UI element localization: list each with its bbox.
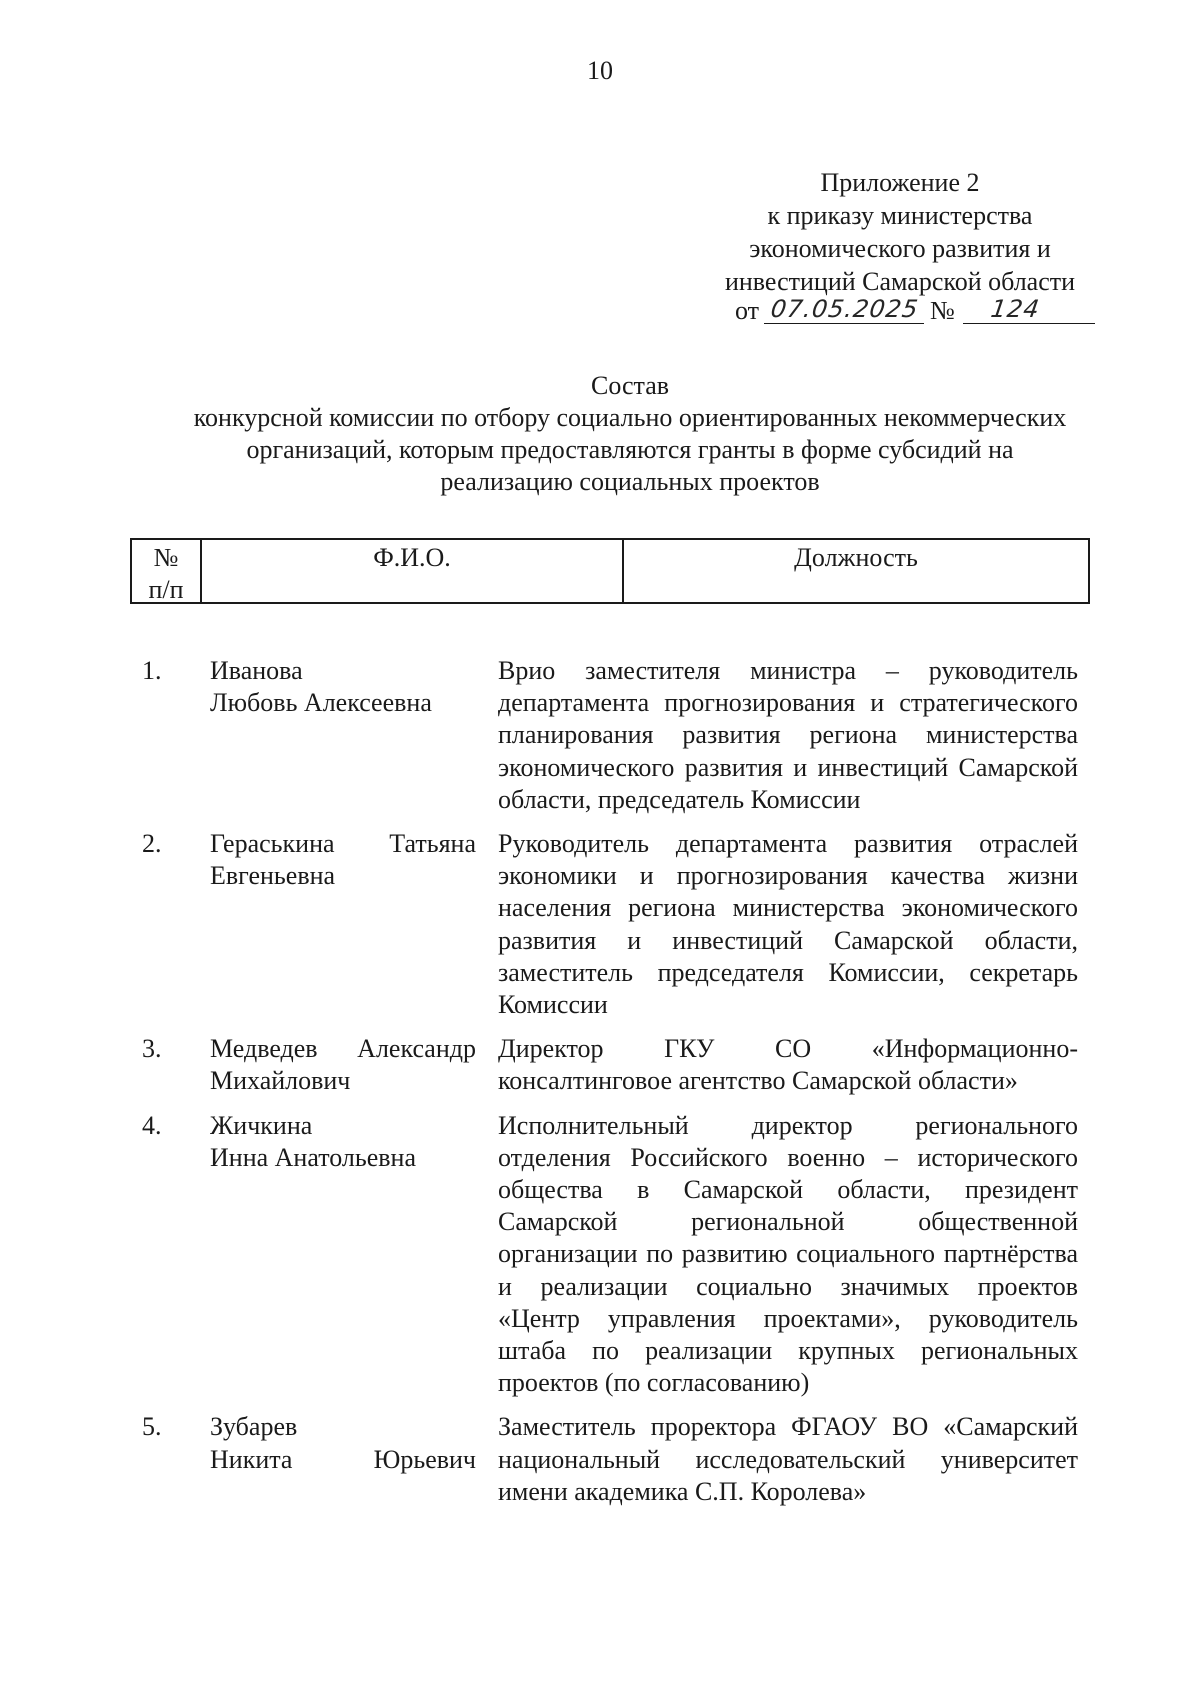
member-row xyxy=(0,655,1200,816)
member-number: 5. xyxy=(142,1412,162,1442)
member-name xyxy=(210,828,476,892)
member-name-line: Иванова xyxy=(210,656,303,685)
header-number-line: п/п xyxy=(148,575,184,604)
member-row xyxy=(0,1411,1200,1508)
appendix-line: Приложение 2 xyxy=(820,168,980,197)
member-name-line: Жичкина xyxy=(210,1110,313,1140)
member-name-line: Любовь Алексеевна xyxy=(210,688,432,718)
member-position: Руководитель департамента развития отраслей экономики и прогнозирования качества жизни населения региона министерства экономического развития и инвестиций Самарской области, заместитель председателя Комиссии, секретарь Комиссии xyxy=(498,829,1078,1020)
members-list xyxy=(0,655,1200,1520)
header-cell-number xyxy=(132,540,202,602)
table-header xyxy=(130,538,1090,604)
member-number: 1. xyxy=(142,656,162,685)
member-position: Исполнительный директор регионального отделения Российского военно – исторического общества в Самарской области, президент Самарской региональной общественной организации по развитию социального партнёрства и реализации социально значимых проектов «Центр управления проектами», руководитель штаба по реализации крупных региональных проектов (по согласованию) xyxy=(498,1110,1078,1398)
member-number: 3. xyxy=(142,1034,162,1064)
appendix-block xyxy=(690,166,1110,298)
appendix-line: инвестиций Самарской области xyxy=(724,267,1076,296)
handwritten-number: 124 xyxy=(989,295,1042,323)
heading-line: реализацию социальных проектов xyxy=(440,467,820,496)
member-row xyxy=(0,1110,1200,1400)
member-name-line: Евгеньевна xyxy=(210,861,336,891)
member-name xyxy=(210,655,476,719)
number-underline xyxy=(963,323,1095,324)
heading-title: Состав xyxy=(590,371,670,400)
document-heading xyxy=(130,370,1130,498)
member-name-line: Гераськина Татьяна xyxy=(210,829,476,859)
header-number-line: № xyxy=(153,543,179,572)
from-label: от xyxy=(735,296,760,325)
number-label: № xyxy=(930,296,955,325)
member-position: Заместитель проректора ФГАОУ ВО «Самарский национальный исследовательский университет имени академика С.П. Королева» xyxy=(498,1412,1078,1506)
member-name xyxy=(210,1033,476,1097)
member-name-line: Медведев Александр xyxy=(210,1034,476,1064)
member-name xyxy=(210,1110,476,1174)
member-row xyxy=(0,828,1200,1021)
member-number: 2. xyxy=(142,829,162,859)
member-name-line: Никита Юрьевич xyxy=(210,1444,476,1474)
member-row xyxy=(0,1033,1200,1097)
heading-line: организаций, которым предоставляются гранты в форме субсидий на xyxy=(246,435,1014,464)
order-reference xyxy=(735,296,1095,330)
member-name-line: Михайлович xyxy=(210,1066,351,1096)
appendix-line: экономического развития и xyxy=(749,234,1051,263)
member-position: Врио заместителя министра – руководитель департамента прогнозирования и стратегического планирования развития региона министерства экономического развития и инвестиций Самарской области, председатель Комиссии xyxy=(498,656,1078,814)
date-underline xyxy=(764,323,924,324)
header-cell-name: Ф.И.О. xyxy=(202,540,624,602)
member-name-line: Зубарев xyxy=(210,1412,298,1442)
handwritten-date: 07.05.2025 xyxy=(769,295,921,323)
appendix-line: к приказу министерства xyxy=(767,201,1033,230)
member-name-line: Инна Анатольевна xyxy=(210,1142,416,1172)
header-cell-position: Должность xyxy=(794,543,918,572)
member-name xyxy=(210,1411,476,1475)
member-position: Директор ГКУ СО «Информационно-консалтинговое агентство Самарской области» xyxy=(498,1034,1078,1096)
heading-line: конкурсной комиссии по отбору социально ориентированных некоммерческих xyxy=(193,403,1067,432)
page-number: 10 xyxy=(587,56,613,85)
member-number: 4. xyxy=(142,1110,162,1140)
